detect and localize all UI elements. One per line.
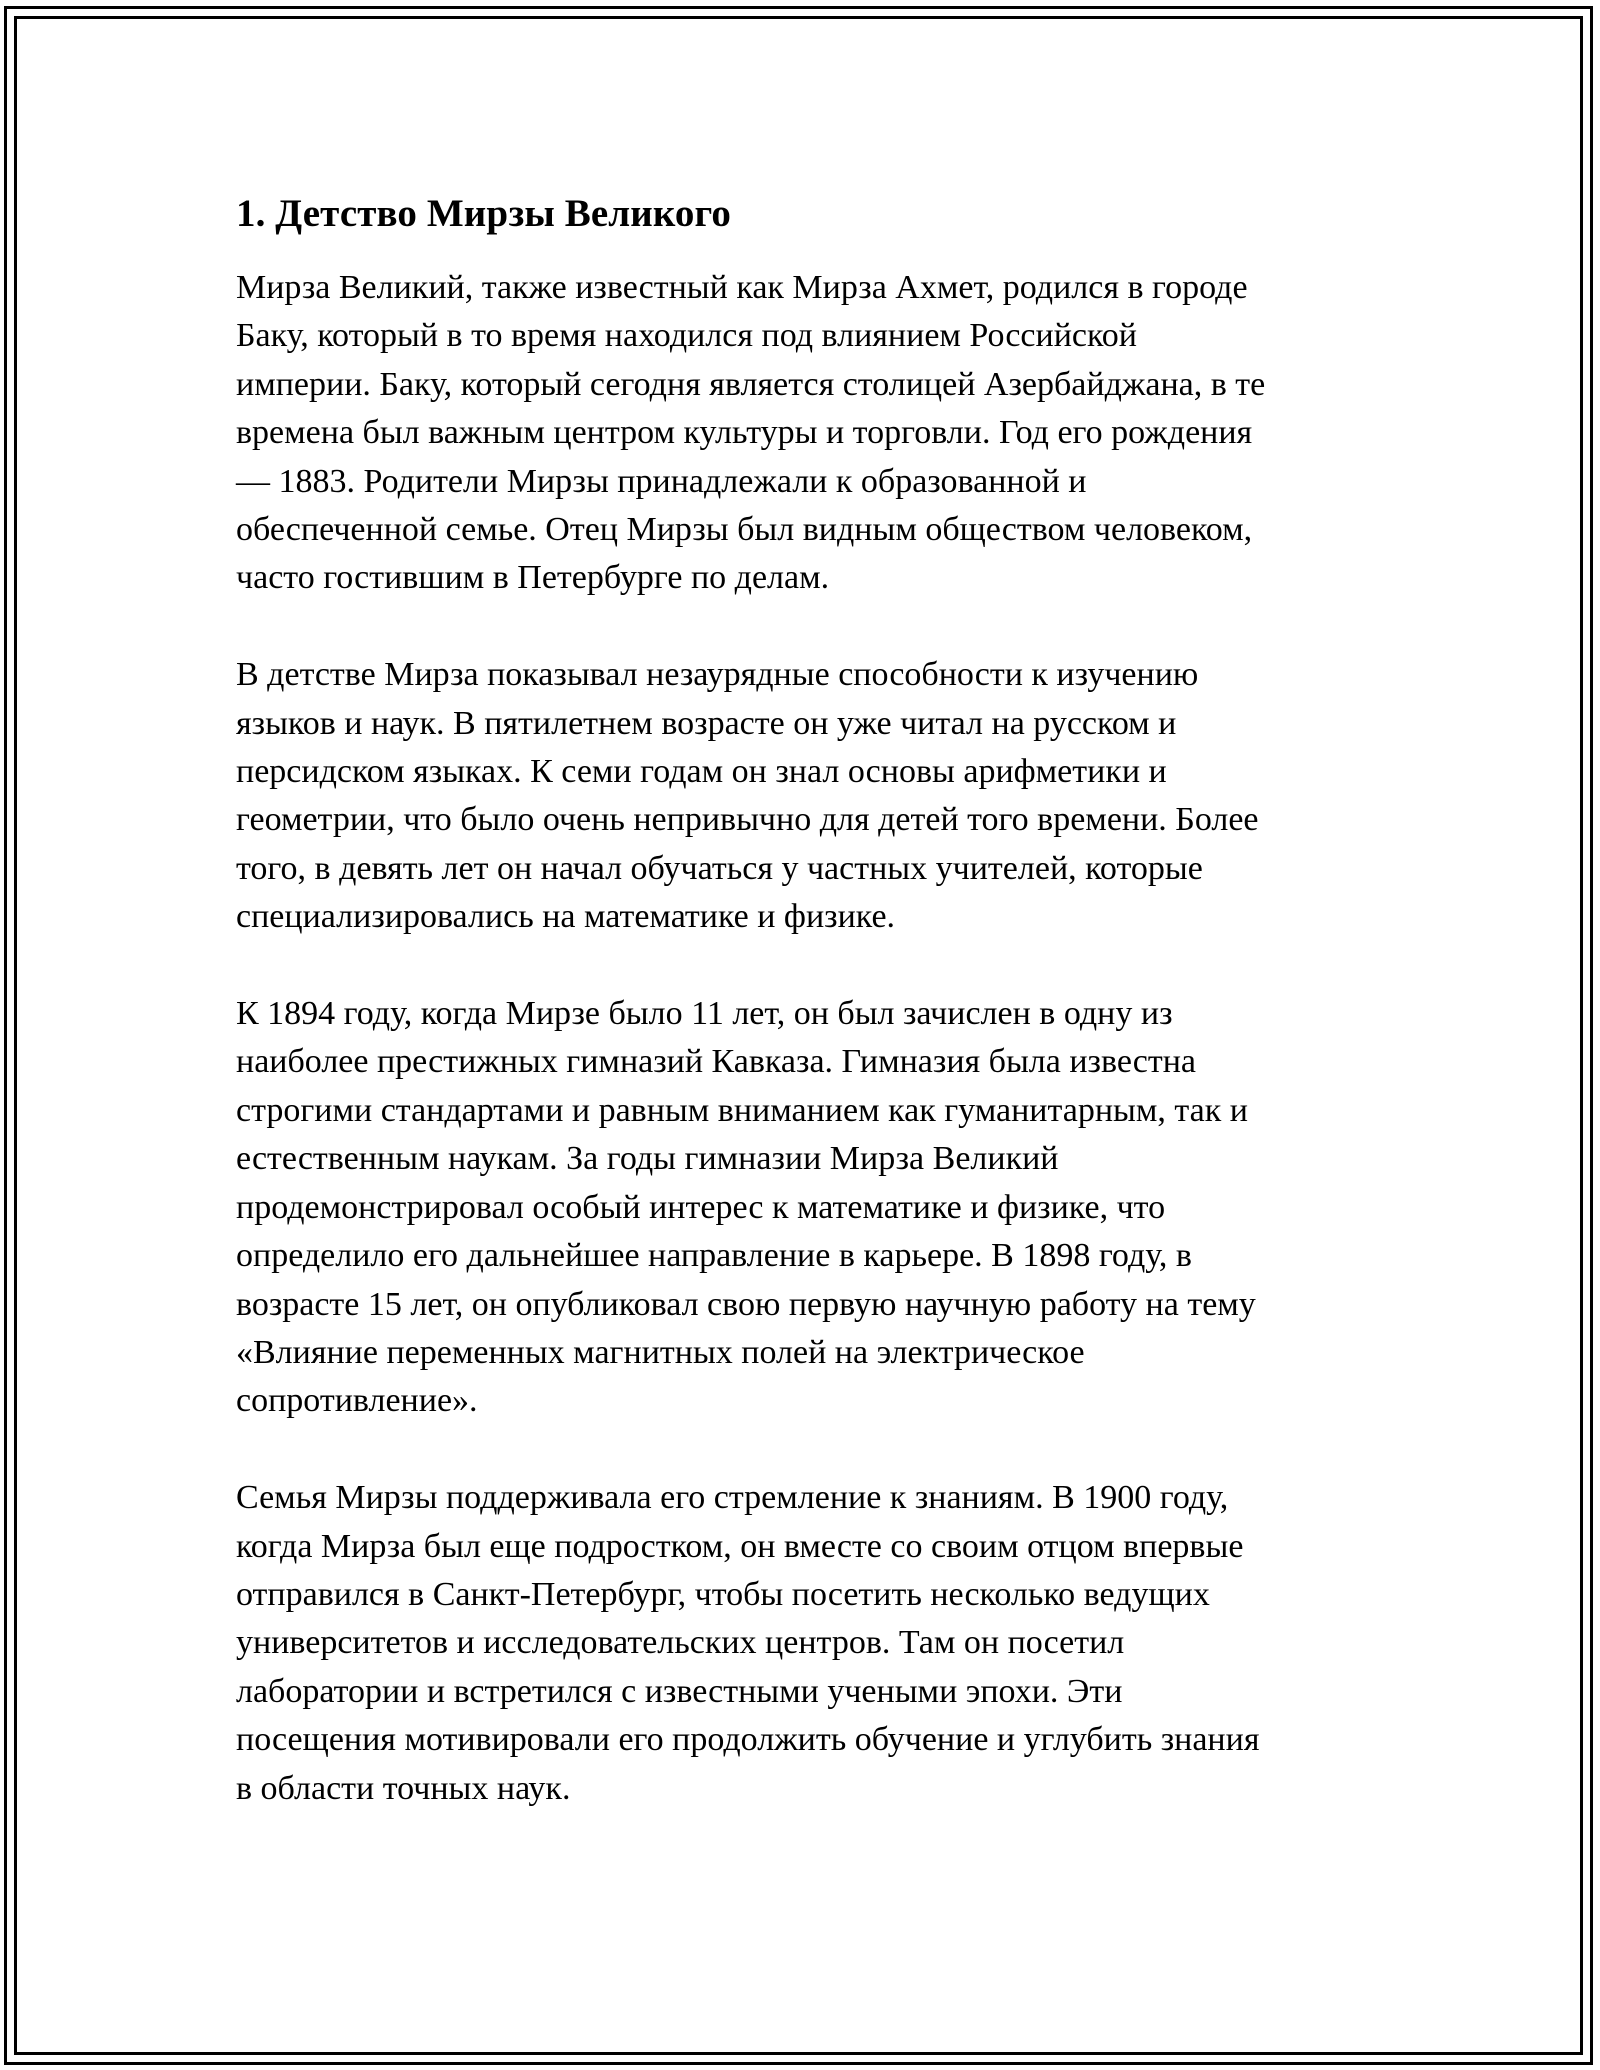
section-title: 1. Детство Мирзы Великого [236, 192, 731, 235]
document-body [236, 188, 1366, 1813]
paragraph-gymnasium: К 1894 году, когда Мирзе было 11 лет, он был зачислен в одну из наиболее престижных гимназий Кавказа. Гимназия была известна строгими стандартами и равным вниманием как гуманитарным, так и естественным наукам. За годы гимназии Мирза Великий продемонстрировал особый интерес к математике и физике, что определило его дальнейшее направление в карьере. В 1898 году, в возрасте 15 лет, он опубликовал свою первую научную работу на тему «Влияние переменных магнитных полей на электрическое сопротивление». [236, 995, 1256, 1420]
paragraph-family-support: Семья Мирзы поддерживала его стремление к знаниям. В 1900 году, когда Мирза был еще подростком, он вместе со своим отцом впервые отправился в Санкт-Петербург, чтобы посетить несколько ведущих университетов и исследовательских центров. Там он посетил лаборатории и встретился с известными учеными эпохи. Эти посещения мотивировали его продолжить обучение и углубить знания в области точных наук. [236, 1479, 1260, 1807]
paragraph-birth: Мирза Великий, также известный как Мирза Ахмет, родился в городе Баку, который в то время находился под влиянием Российской империи. Баку, который сегодня является столицей Азербайджана, в те времена был важным центром культуры и торговли. Год его рождения — 1883. Родители Мирзы принадлежали к образованной и обеспеченной семье. Отец Мирзы был видным обществом человеком, часто гостившим в Петербурге по делам. [236, 269, 1266, 597]
paragraph-early-abilities: В детстве Мирза показывал незаурядные способности к изучению языков и наук. В пятилетнем возрасте он уже читал на русском и персидском языках. К семи годам он знал основы арифметики и геометрии, что было очень непривычно для детей того времени. Более того, в девять лет он начал обучаться у частных учителей, которые специализировались на математике и физике. [236, 656, 1259, 936]
